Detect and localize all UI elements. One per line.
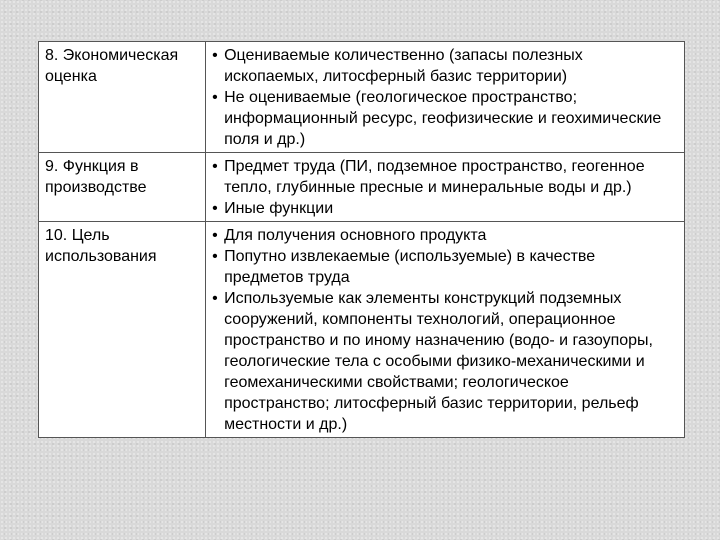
row-content-cell — [206, 153, 685, 222]
bullet-icon: • — [212, 158, 218, 175]
bullet-icon: • — [212, 200, 218, 217]
row-label: 10. Цель использования — [45, 227, 157, 265]
list-item-text: Для получения основного продукта — [224, 227, 487, 244]
list-item-text: Предмет труда (ПИ, подземное пространство, геогенное тепло, глубинные пресные и минеральные воды и др.) — [224, 158, 645, 196]
list-item — [212, 87, 678, 150]
row-label: 9. Функция в производстве — [45, 158, 147, 196]
list-item-text: Оцениваемые количественно (запасы полезных ископаемых, литосферный базис территории) — [224, 47, 583, 85]
row-label-cell — [39, 222, 206, 438]
table-row — [39, 222, 685, 438]
list-item — [212, 198, 678, 219]
bullet-icon: • — [212, 248, 218, 265]
bullet-icon: • — [212, 89, 218, 106]
row-label-cell — [39, 42, 206, 153]
bullet-icon: • — [212, 227, 218, 244]
bullet-icon: • — [212, 47, 218, 64]
list-item-text: Не оцениваемые (геологическое пространство; информационный ресурс, геофизические и геохимические поля и др.) — [224, 89, 662, 148]
row-label-cell — [39, 153, 206, 222]
classification-table — [38, 41, 685, 438]
bullet-icon: • — [212, 290, 218, 307]
list-item-text: Используемые как элементы конструкций подземных сооружений, компоненты технологий, операционное пространство и по иному назначению (водо- и газоупоры, геологические тела с особыми физико-механическими и геомеханическими свойствами; геологическое пространство; литосферный базис территории, рельеф местности и др.) — [224, 290, 653, 433]
list-item-text: Попутно извлекаемые (используемые) в качестве предметов труда — [224, 248, 596, 286]
table-row — [39, 153, 685, 222]
row-label: 8. Экономическая оценка — [45, 47, 179, 85]
list-item — [212, 225, 678, 246]
row-content-cell — [206, 42, 685, 153]
list-item — [212, 288, 678, 435]
table-row — [39, 42, 685, 153]
list-item — [212, 156, 678, 198]
list-item-text: Иные функции — [224, 200, 334, 217]
list-item — [212, 246, 678, 288]
row-content-cell — [206, 222, 685, 438]
list-item — [212, 45, 678, 87]
